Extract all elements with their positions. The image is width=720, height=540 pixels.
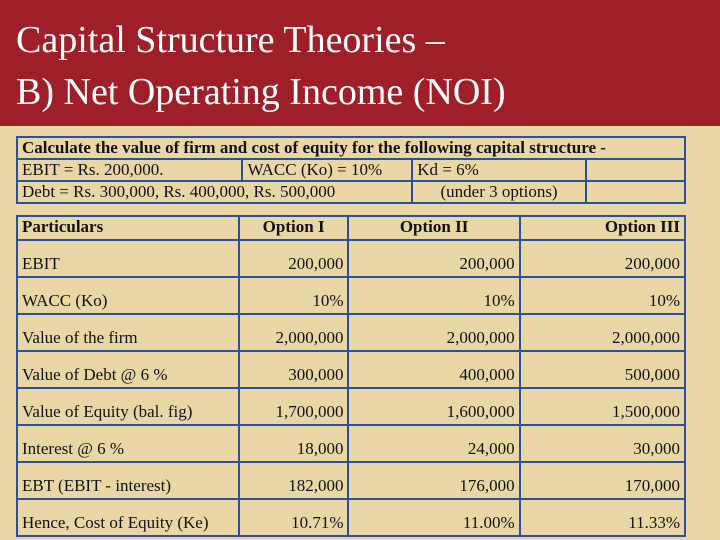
table-row — [17, 277, 685, 314]
option-2-value: 1,600,000 — [348, 388, 519, 425]
ebit-given: EBIT = Rs. 200,000. — [17, 159, 242, 181]
option-2-value: 176,000 — [348, 462, 519, 499]
table-row — [17, 425, 685, 462]
option-3-value: 11.33% — [520, 499, 685, 536]
table-row — [17, 240, 685, 277]
row-label: EBIT — [17, 240, 239, 277]
option-3-value: 30,000 — [520, 425, 685, 462]
table-row — [17, 388, 685, 425]
option-1-value: 1,700,000 — [239, 388, 349, 425]
table-row — [17, 314, 685, 351]
header-particulars: Particulars — [17, 216, 239, 240]
empty-cell — [586, 159, 685, 181]
option-3-value: 500,000 — [520, 351, 685, 388]
option-3-value: 2,000,000 — [520, 314, 685, 351]
option-1-value: 10.71% — [239, 499, 349, 536]
option-3-value: 10% — [520, 277, 685, 314]
row-label: Value of Debt @ 6 % — [17, 351, 239, 388]
option-1-value: 200,000 — [239, 240, 349, 277]
option-1-value: 10% — [239, 277, 349, 314]
option-1-value: 2,000,000 — [239, 314, 349, 351]
option-2-value: 2,000,000 — [348, 314, 519, 351]
slide-title-line-2: B) Net Operating Income (NOI) — [16, 71, 506, 113]
row-label: WACC (Ko) — [17, 277, 239, 314]
option-2-value: 200,000 — [348, 240, 519, 277]
header-option-1: Option I — [239, 216, 349, 240]
problem-heading: Calculate the value of firm and cost of equity for the following capital structure - — [17, 137, 685, 159]
option-1-value: 182,000 — [239, 462, 349, 499]
empty-cell — [586, 181, 685, 203]
option-2-value: 24,000 — [348, 425, 519, 462]
title-banner — [0, 0, 720, 126]
row-label: Hence, Cost of Equity (Ke) — [17, 499, 239, 536]
table-row — [17, 499, 685, 536]
option-1-value: 18,000 — [239, 425, 349, 462]
option-2-value: 10% — [348, 277, 519, 314]
debt-given: Debt = Rs. 300,000, Rs. 400,000, Rs. 500,000 — [17, 181, 412, 203]
wacc-given: WACC (Ko) = 10% — [242, 159, 412, 181]
options-note: (under 3 options) — [412, 181, 586, 203]
kd-given: Kd = 6% — [412, 159, 586, 181]
row-label: Value of the firm — [17, 314, 239, 351]
noi-calculation-table — [16, 215, 686, 537]
problem-statement-table — [16, 136, 686, 204]
table-header-row — [17, 216, 685, 240]
row-label: Value of Equity (bal. fig) — [17, 388, 239, 425]
option-2-value: 400,000 — [348, 351, 519, 388]
option-3-value: 170,000 — [520, 462, 685, 499]
option-3-value: 200,000 — [520, 240, 685, 277]
option-2-value: 11.00% — [348, 499, 519, 536]
option-1-value: 300,000 — [239, 351, 349, 388]
row-label: Interest @ 6 % — [17, 425, 239, 462]
header-option-2: Option II — [348, 216, 519, 240]
header-option-3: Option III — [520, 216, 685, 240]
table-row — [17, 462, 685, 499]
option-3-value: 1,500,000 — [520, 388, 685, 425]
table-row — [17, 351, 685, 388]
slide-title-line-1: Capital Structure Theories – — [16, 19, 445, 61]
row-label: EBT (EBIT - interest) — [17, 462, 239, 499]
